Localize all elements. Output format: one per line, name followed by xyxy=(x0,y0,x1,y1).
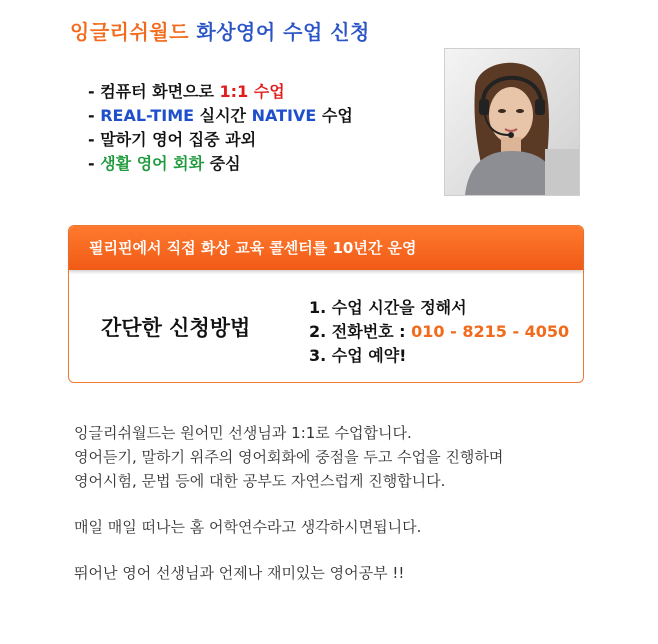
feature-text: - 말하기 영어 집중 과외 xyxy=(88,130,257,149)
feature-list xyxy=(88,80,353,176)
headset-woman-illustration xyxy=(445,49,579,195)
steps-list xyxy=(309,296,569,368)
application-panel xyxy=(68,225,584,383)
description xyxy=(74,421,594,585)
method-label: 간단한 신청방법 xyxy=(101,316,251,340)
title-text: 화상영어 수업 신청 xyxy=(196,20,370,44)
page-title xyxy=(70,16,370,45)
brand-name: 잉글리쉬월드 xyxy=(70,20,189,44)
feature-highlight: NATIVE xyxy=(251,106,317,125)
feature-text: - xyxy=(88,154,101,173)
feature-item xyxy=(88,152,353,176)
feature-highlight: 생활 영어 회화 xyxy=(100,154,205,173)
feature-item xyxy=(88,80,353,104)
description-line: 영어시험, 문법 등에 대한 공부도 자연스럽게 진행합니다. xyxy=(74,472,446,490)
panel-heading: 필리핀에서 직접 화상 교육 콜센터를 10년간 운영 xyxy=(69,226,583,270)
feature-text: 수업 xyxy=(316,106,353,125)
feature-highlight: 1:1 수업 xyxy=(219,82,285,101)
step-item xyxy=(309,320,569,344)
feature-highlight: REAL-TIME xyxy=(100,106,195,125)
description-line: 영어듣기, 말하기 위주의 영어회화에 중점을 두고 수업을 진행하며 xyxy=(74,448,504,466)
description-line: 뛰어난 영어 선생님과 언제나 재미있는 영어공부 !! xyxy=(74,564,405,582)
step-item: 3. 수업 예약! xyxy=(309,346,407,365)
description-line: 잉글리쉬월드는 원어민 선생님과 1:1로 수업합니다. xyxy=(74,424,412,442)
step-item: 1. 수업 시간을 정해서 xyxy=(309,298,467,317)
phone-number[interactable]: 010 - 8215 - 4050 xyxy=(411,322,570,341)
feature-text: 중심 xyxy=(204,154,241,173)
feature-item xyxy=(88,104,353,128)
feature-text: 실시간 xyxy=(194,106,252,125)
teacher-photo xyxy=(444,48,580,196)
description-line: 매일 매일 떠나는 홈 어학연수라고 생각하시면됩니다. xyxy=(74,518,422,536)
phone-label: 2. 전화번호 : xyxy=(309,322,412,341)
feature-item xyxy=(88,128,353,152)
feature-text: - 컴퓨터 화면으로 xyxy=(88,82,220,101)
feature-text: - xyxy=(88,106,101,125)
